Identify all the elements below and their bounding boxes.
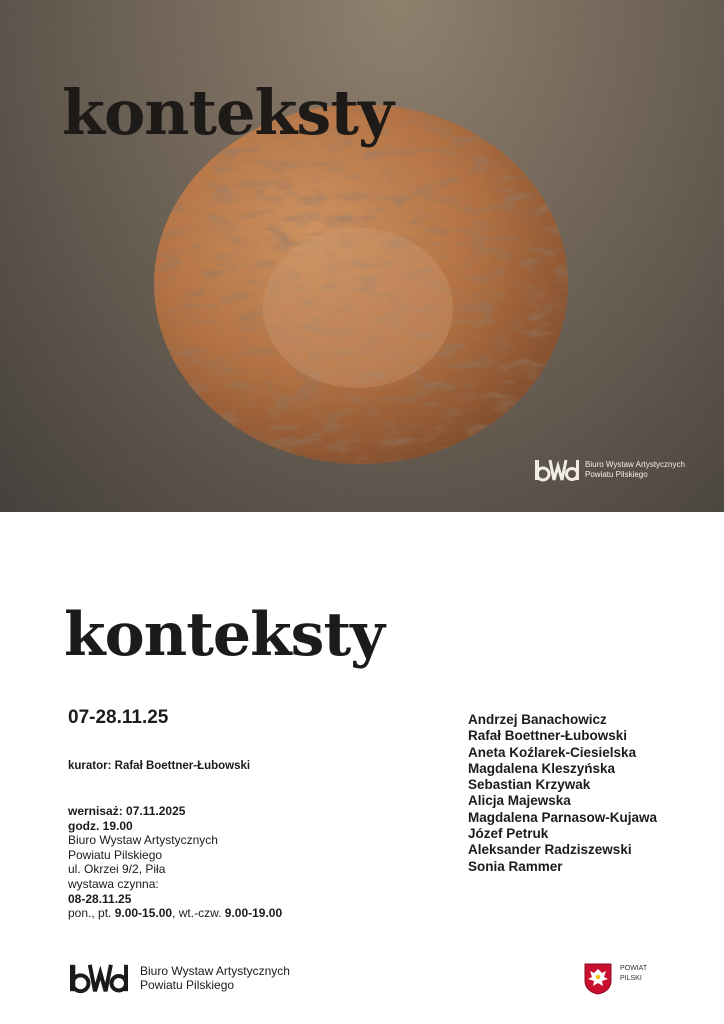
opening-hours [68,906,282,921]
hours-time-1: 9.00-15.00 [114,906,173,921]
powiat-pilski-logo [584,963,647,995]
artist-name: Józef Petruk [468,826,549,842]
open-dates: 08-28.11.25 [68,891,132,906]
venue-address: ul. Okrzei 9/2, Piła [68,862,166,877]
artist-name: Sebastian Krzywak [468,777,591,793]
artist-name: Rafał Boettner-Łubowski [468,728,628,744]
powiat-line1: POWIAT [620,965,648,972]
exhibition-info [68,804,282,921]
planet-artwork [153,103,569,465]
hours-days-1: pon., pt. [68,906,115,921]
footer-bwa-logo [70,962,290,994]
bwa-logo-icon [70,962,128,994]
artist-name: Aleksander Radziszewski [468,842,632,858]
curator: kurator: Rafał Boettner-Łubowski [68,760,251,772]
artists-list [468,712,657,875]
venue-line1: Biuro Wystaw Artystycznych [68,833,218,848]
hero-title: konteksty [62,76,394,149]
hours-time-2: 9.00-19.00 [224,906,283,921]
artist-name: Andrzej Banachowicz [468,712,607,727]
vernissage-time: godz. 19.00 [68,818,133,833]
coat-of-arms-icon [584,963,612,995]
footer-bwa-line2: Powiatu Pilskiego [140,978,235,992]
hero-logo-line1: Biuro Wystaw Artystycznych [585,460,685,469]
hero-logo-line2: Powiatu Pilskiego [585,470,648,479]
vernissage-date: wernisaż: 07.11.2025 [68,804,186,818]
powiat-line2: PILSKI [620,975,642,982]
bwa-logo-icon [535,458,579,482]
artist-name: Alicja Majewska [468,793,571,809]
exhibition-dates: 07-28.11.25 [68,707,169,728]
open-label: wystawa czynna: [68,876,159,891]
artist-name: Magdalena Kleszyńska [468,760,616,776]
venue-line2: Powiatu Pilskiego [68,847,163,862]
artist-name: Aneta Koźlarek-Ciesielska [468,744,637,760]
artist-name: Sonia Rammer [468,858,563,874]
hours-days-2: , wt.-czw. [172,906,225,921]
footer-bwa-line1: Biuro Wystaw Artystycznych [140,964,290,978]
artist-name: Magdalena Parnasow-Kujawa [468,809,658,825]
hero-bwa-logo [535,458,685,482]
exhibition-title: konteksty [64,600,385,670]
